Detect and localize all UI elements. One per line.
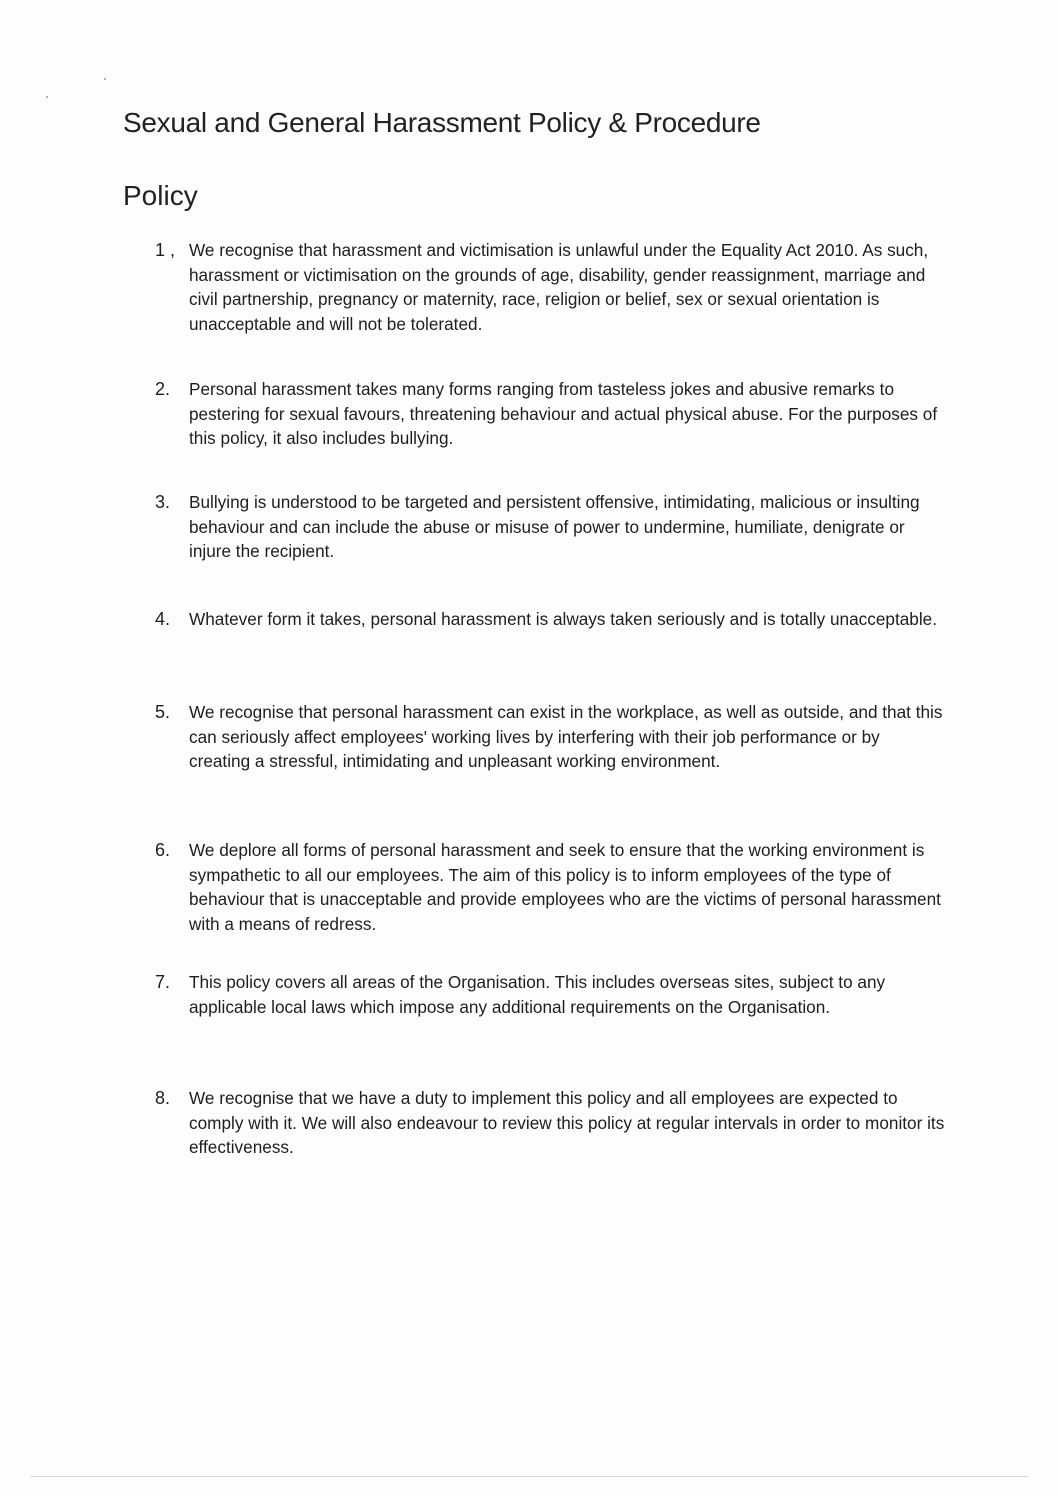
item-number: 8. <box>155 1088 171 1108</box>
policy-item-4 <box>155 607 945 632</box>
document-title: Sexual and General Harassment Policy & Procedure <box>123 107 761 138</box>
policy-item-1 <box>155 238 945 336</box>
item-number: 6. <box>155 840 171 860</box>
item-number: 1 , <box>155 240 176 260</box>
item-number: 3. <box>155 492 171 512</box>
scan-speck <box>46 96 48 98</box>
scan-speck <box>104 78 106 80</box>
policy-item-6 <box>155 838 945 936</box>
item-text: Whatever form it takes, personal harassment is always taken seriously and is totally unacceptable. <box>189 609 938 629</box>
item-number: 5. <box>155 702 171 722</box>
policy-item-8 <box>155 1086 945 1160</box>
item-number: 7. <box>155 972 171 992</box>
item-text: We deplore all forms of personal harassment and seek to ensure that the working environment is sympathetic to all our employees. The aim of this policy is to inform employees of the type of behaviour that is unacceptable and provide employees who are the victims of personal harassment with a means of redress. <box>189 840 941 934</box>
item-text: Bullying is understood to be targeted and persistent offensive, intimidating, malicious or insulting behaviour and can include the abuse or misuse of power to undermine, humiliate, denigrate or injure the recipient. <box>189 492 920 562</box>
policy-item-5 <box>155 700 945 774</box>
item-text: We recognise that we have a duty to implement this policy and all employees are expected to comply with it. We will also endeavour to review this policy at regular intervals in order to monitor its effectiveness. <box>189 1088 945 1158</box>
item-number: 4. <box>155 609 171 629</box>
policy-item-7 <box>155 970 945 1019</box>
item-text: This policy covers all areas of the Organisation. This includes overseas sites, subject to any applicable local laws which impose any additional requirements on the Organisation. <box>189 972 886 1017</box>
section-heading-policy: Policy <box>123 180 198 211</box>
policy-item-2 <box>155 377 945 451</box>
page-edge-line <box>30 1476 1028 1477</box>
policy-item-3 <box>155 490 945 564</box>
item-text: We recognise that personal harassment can exist in the workplace, as well as outside, and that this can seriously affect employees' working lives by interfering with their job performance or by creating a stressful, intimidating and unpleasant working environment. <box>189 702 943 772</box>
item-text: We recognise that harassment and victimisation is unlawful under the Equality Act 2010. As such, harassment or victimisation on the grounds of age, disability, gender reassignment, marriage and civil partnership, pregnancy or maternity, race, religion or belief, sex or sexual orientation is unacceptable and will not be tolerated. <box>189 240 929 334</box>
item-number: 2. <box>155 379 171 399</box>
item-text: Personal harassment takes many forms ranging from tasteless jokes and abusive remarks to pestering for sexual favours, threatening behaviour and actual physical abuse. For the purposes of this policy, it also includes bullying. <box>189 379 938 449</box>
